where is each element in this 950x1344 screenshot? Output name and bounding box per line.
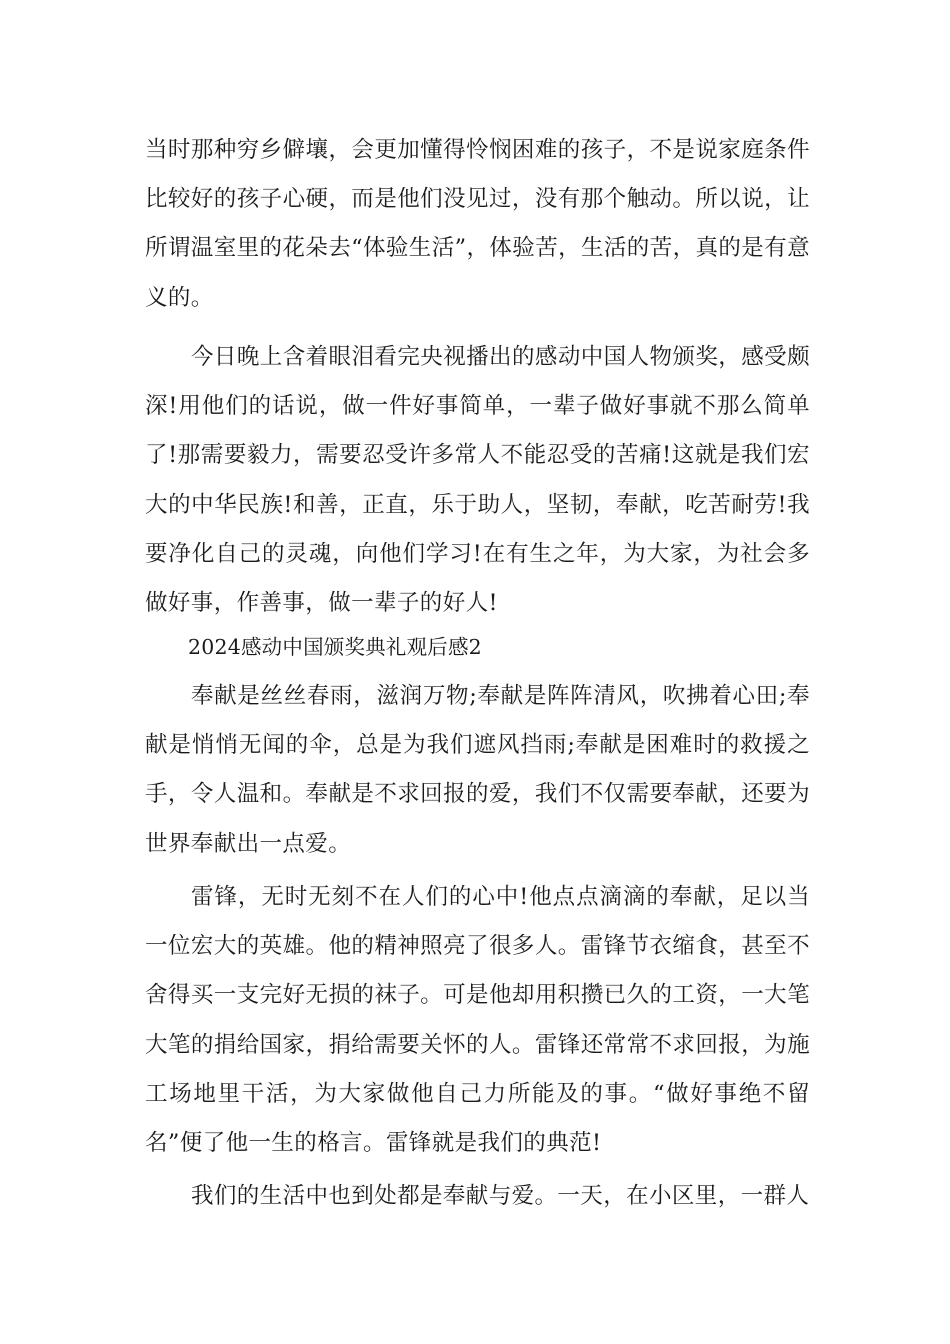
paragraph-moved-by-award: 今日晚上含着眼泪看完央视播出的感动中国人物颁奖，感受颇深!用他们的话说，做一件好事简单，一辈子做好事就不那么简单了!那需要毅力，需要忍受许多常人不能忍受的苦痛!这就是我们宏大的中华民族!和善，正直，乐于助人，坚韧，奉献，吃苦耐劳!我要净化自己的灵魂，向他们学习!在有生之年，为大家，为社会多做好事，作善事，做一辈子的好人! [145, 344, 810, 617]
section-heading: 2024感动中国颁奖典礼观后感2 [188, 635, 482, 659]
paragraph-dedication: 奉献是丝丝春雨，滋润万物;奉献是阵阵清风，吹拂着心田;奉献是悄悄无闻的伞，总是为我们遮风挡雨;奉献是困难时的救援之手，令人温和。奉献是不求回报的爱，我们不仅需要奉献，还要为世界奉献出一点爱。 [145, 683, 810, 857]
paragraph-daily-life: 我们的生活中也到处都是奉献与爱。一天，在小区里，一群人 [191, 1183, 810, 1209]
paragraph-continued: 当时那种穷乡僻壤，会更加懂得怜悯困难的孩子，不是说家庭条件比较好的孩子心硬，而是他们没见过，没有那个触动。所以说，让所谓温室里的花朵去“体验生活”，体验苦，生活的苦，真的是有意义的。 [145, 137, 811, 311]
paragraph-lei-feng: 雷锋，无时无刻不在人们的心中!他点点滴滴的奉献，足以当一位宏大的英雄。他的精神照亮了很多人。雷锋节衣缩食，甚至不舍得买一支完好无损的袜子。可是他却用积攒已久的工资，一大笔大笔的捐给国家，捐给需要关怀的人。雷锋还常常不求回报，为施工场地里干活，为大家做他自己力所能及的事。“做好事绝不留名”便了他一生的格言。雷锋就是我们的典范! [145, 884, 810, 1157]
